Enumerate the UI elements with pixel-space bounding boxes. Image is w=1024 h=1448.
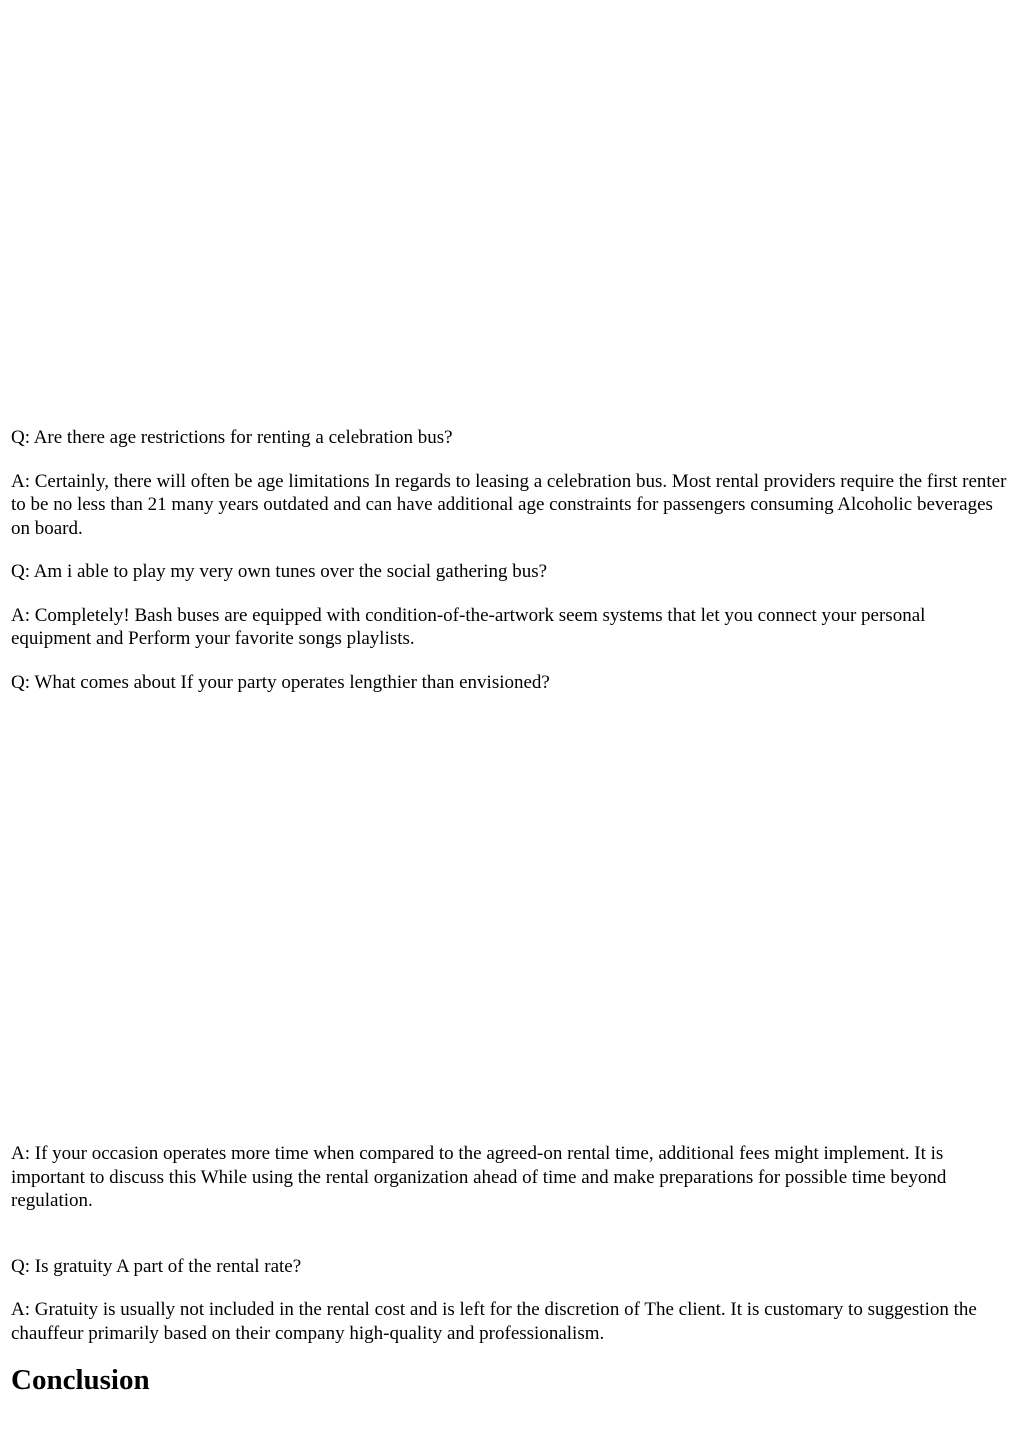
faq-answer-play-music: A: Completely! Bash buses are equipped with condition-of-the-artwork seem systems that let you connect your personal equipment and Perform your favorite songs playlists. xyxy=(11,604,926,649)
faq-question-age-restrictions: Q: Are there age restrictions for renting a celebration bus? xyxy=(11,427,453,448)
faq-question-gratuity: Q: Is gratuity A part of the rental rate? xyxy=(11,1255,302,1277)
conclusion-heading: Conclusion xyxy=(11,1364,150,1396)
faq-question-party-runs-longer: Q: What comes about If your party operates lengthier than envisioned? xyxy=(11,671,550,693)
faq-answer-gratuity: A: Gratuity is usually not included in the rental cost and is left for the discretion of The client. It is customary to suggestion the chauffeur primarily based on their company high-quality and professionalism. xyxy=(11,1299,977,1344)
blank-space-middle xyxy=(11,694,1010,1142)
faq-answer-party-runs-longer: A: If your occasion operates more time when compared to the agreed-on rental time, additional fees might implement. It is important to discuss this While using the rental organization ahead of time and make preparations for possible time beyond regulation. xyxy=(11,1143,947,1211)
blank-space-top xyxy=(11,0,1010,426)
article-body xyxy=(11,0,1010,1397)
faq-answer-age-restrictions: A: Certainly, there will often be age limitations In regards to leasing a celebration bus. Most rental providers require the first renter to be no less than 21 many years outdated and can have additional age constraints for passengers consuming Alcoholic beverages on board. xyxy=(11,470,1007,539)
faq-question-play-music: Q: Am i able to play my very own tunes over the social gathering bus? xyxy=(11,561,548,582)
